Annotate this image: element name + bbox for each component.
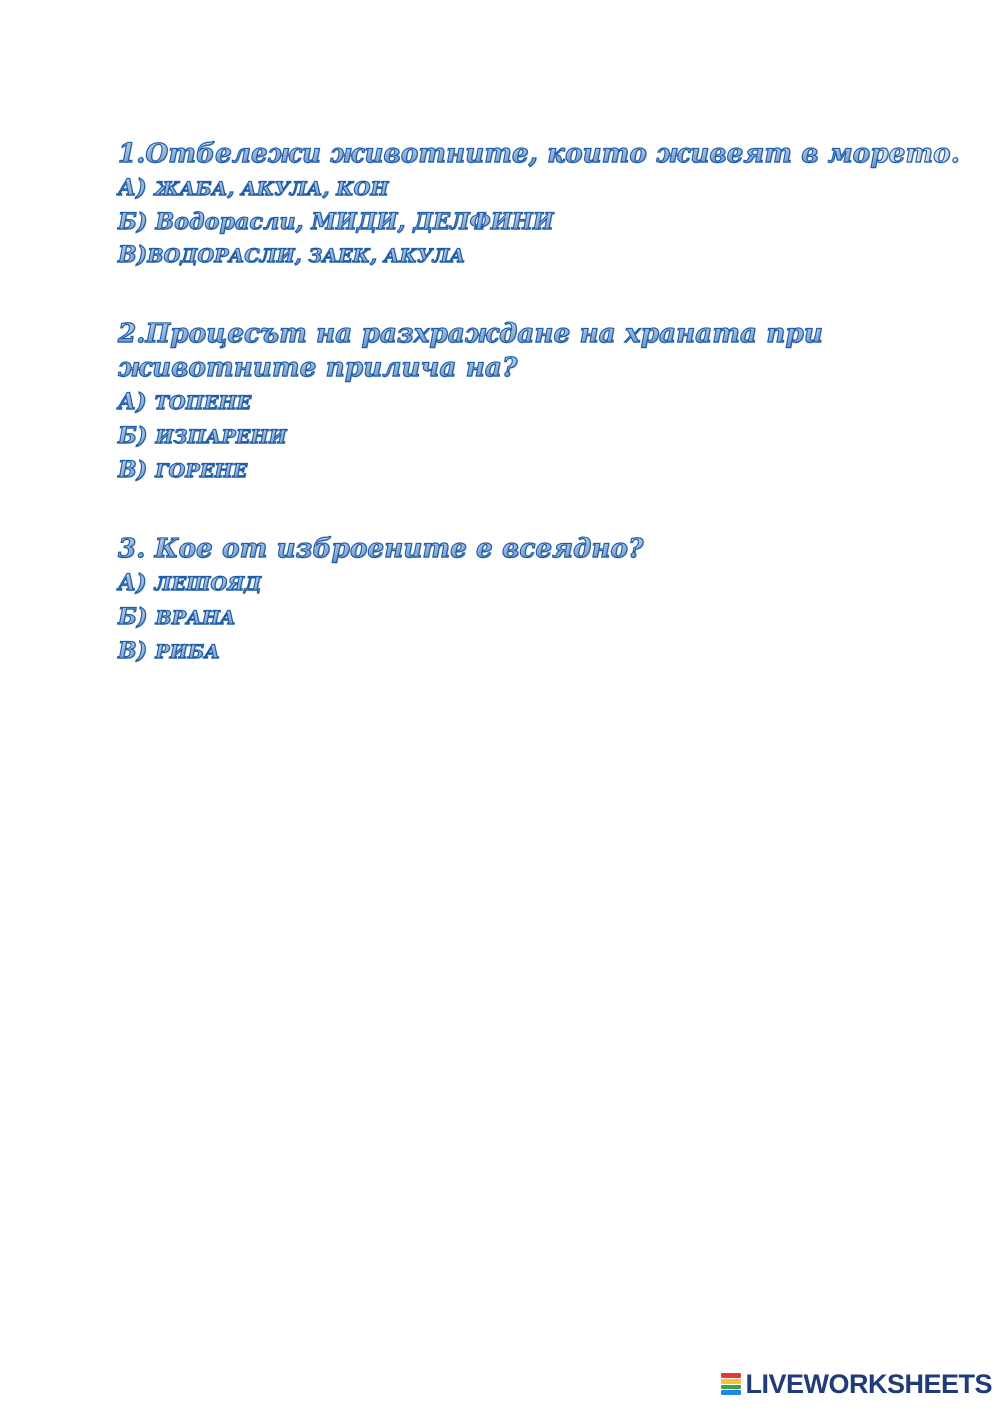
question-3 xyxy=(118,533,878,669)
question-1-text: 1.Отбележи животните, които живеят в морето. xyxy=(118,139,960,169)
answer-prefix: А) xyxy=(118,570,155,596)
logo-mark-icon xyxy=(721,1373,741,1395)
question-3-answer-c[interactable] xyxy=(118,635,878,669)
answer-text: ГОРЕНЕ xyxy=(155,460,248,482)
question-3-answer-b[interactable] xyxy=(118,601,878,635)
question-2-text-line-2: животните прилича на? xyxy=(118,352,878,384)
question-2-answer-b[interactable] xyxy=(118,420,878,454)
answer-prefix: Б) xyxy=(118,423,156,449)
question-1-answer-b[interactable] xyxy=(118,206,878,239)
answer-text: Водорасли, МИДИ, ДЕЛФИНИ xyxy=(155,209,554,235)
answer-prefix: А) xyxy=(118,389,155,415)
logo-block-blue xyxy=(721,1390,741,1395)
logo-block-yellow xyxy=(721,1379,741,1384)
question-2 xyxy=(118,318,878,488)
question-1 xyxy=(118,138,960,273)
question-2-answer-a[interactable] xyxy=(118,386,878,420)
answer-text: ЖАБА, АКУЛА, КОН xyxy=(154,178,389,200)
answer-prefix: Б) xyxy=(118,604,156,630)
answer-prefix: В) xyxy=(118,457,156,483)
question-1-answer-a[interactable] xyxy=(118,172,878,206)
answer-text: ИЗПАРЕНИ xyxy=(155,426,287,448)
answer-prefix: В) xyxy=(118,242,148,268)
answer-text: ВРАНА xyxy=(155,607,236,629)
answer-prefix: Б) xyxy=(118,209,156,235)
answer-text: ВОДОРАСЛИ, ЗАЕК, АКУЛА xyxy=(147,245,466,267)
answer-text: ЛЕШОЯД xyxy=(154,573,262,595)
question-3-answer-a[interactable] xyxy=(118,567,878,601)
answer-prefix: А) xyxy=(118,175,155,201)
question-3-text: 3. Кое от изброените е всеядно? xyxy=(118,533,878,565)
logo-block-green xyxy=(721,1385,741,1390)
answer-text: ТОПЕНЕ xyxy=(154,392,252,414)
logo-block-red xyxy=(721,1373,741,1378)
liveworksheets-logo xyxy=(721,1371,992,1397)
question-1-answer-c[interactable] xyxy=(118,239,878,273)
question-2-text-line-1: 2.Процесът на разхраждане на храната при xyxy=(118,318,878,350)
question-2-answer-c[interactable] xyxy=(118,454,878,488)
answer-prefix: В) xyxy=(118,638,156,664)
answer-text: РИБА xyxy=(155,641,221,663)
logo-text: LIVEWORKSHEETS xyxy=(745,1369,992,1399)
